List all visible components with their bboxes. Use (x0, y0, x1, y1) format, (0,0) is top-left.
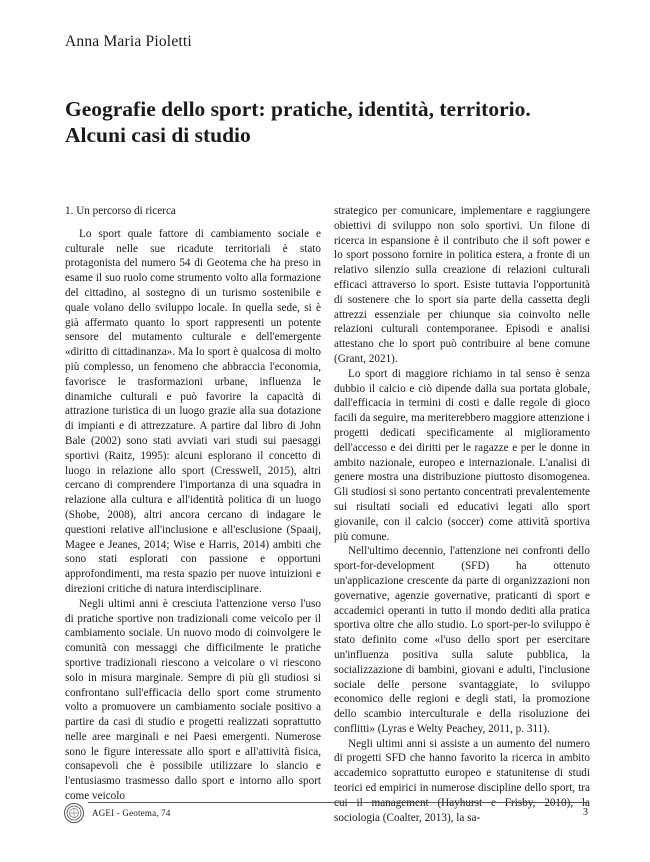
agei-seal-icon (64, 803, 84, 823)
footer-rule (88, 802, 588, 803)
paragraph: Negli ultimi anni si assiste a un aumento del numero di progetti SFD che hanno favorito la ricerca in ambito accademico soprattutto europeo e statunitense di studi teorici ed empirici in numerose discipline dello sport, tra cui il management (Hayhurst e Frisby, 2010), la sociologia (Coalter, 2013), la sa- (334, 737, 590, 824)
paragraph: Lo sport quale fattore di cambiamento sociale e culturale nelle sue ricadute territoriali è stato protagonista del numero 54 di Geotema che ha preso in esame il suo ruolo come strumento volto alla formazione del cittadino, al sostegno di un turismo sostenibile e quale volano dello sviluppo locale. In quella sede, si è già affermato quanto lo sport rappresenti un potente sensore del mutamento culturale e dell'emergente «diritto di cittadinanza». Ma lo sport è qualcosa di molto più complesso, un fenomeno che abbraccia l'economia, favorisce le trasformazioni urbane, influenza le dinamiche culturali e può favorire la capacità di attrazione turistica di un luogo grazie alla sua dotazione di impianti e di attrezzature. A partire dal libro di John Bale (2002) sono stati avviati vari studi sui paesaggi sportivi (Raitz, 1995): alcuni esplorano il concetto di luogo in relazione allo sport (Cresswell, 2015), altri cercano di comprendere l'importanza di una squadra in relazione alla cultura e all'identità politica di un luogo (Shobe, 2008), altri ancora cercano di indagare le questioni relative all'inclusione e all'esclusione (Spaaij, Magee e Jeanes, 2014; Wise e Harris, 2014) ambiti che sono stati esplorati con passione e opportuni approfondimenti, ma resta spazio per nuove intuizioni e direzioni critiche di natura interdisciplinare. (65, 227, 321, 595)
paragraph: Nell'ultimo decennio, l'attenzione nei confronti dello sport-for-development (SFD) ha ottenuto un'applicazione crescente da parte di organizzazioni non governative, agenzie governative, praticanti di sport e accademici operanti in tutto il mondo dediti alla pratica sportiva oltre che allo studio. Lo sport-per-lo sviluppo è stato definito come «l'uso dello sport per esercitare un'influenza positiva sulla salute pubblica, la socializzazione di bambini, giovani e adulti, l'inclusione sociale delle persone svantaggiate, lo sviluppo economico delle regioni e degli stati, la promozione dello scambio interculturale e della risoluzione dei conflitti» (Lyras e Welty Peachey, 2011, p. 311). (334, 545, 590, 735)
paragraph: Lo sport di maggiore richiamo in tal senso è senza dubbio il calcio e ciò dipende dalla sua portata globale, dall'efficacia in termini di costi e dalle regole di gioco facili da seguire, ma meriterebbero maggiore attenzione i progetti dedicati specificamente al miglioramento dell'accesso e dei diritti per le ragazze e per le donne in ambito nazionale, europeo e internazionale. L'analisi di genere mostra una distribuzione piuttosto disomogenea. Gli studiosi si sono pertanto concentrati prevalentemente sui risultati sociali ed educativi legati allo sport giovanile, con il calcio (soccer) come attività sportiva più comune. (334, 367, 590, 543)
article-title: Geografie dello sport: pratiche, identità, territorio. Alcuni casi di studio (65, 97, 531, 147)
right-column (334, 204, 590, 825)
paragraph: strategico per comunicare, implementare e raggiungere obiettivi di sviluppo non solo sportivi. Un filone di ricerca in espansione è il contributo che il soft power e lo sport possono fornire in politica estera, a fronte di un relativo silenzio sulla creazione di relazioni culturali efficaci attraverso lo sport. Esiste tuttavia l'opportunità di sostenere che lo sport sia parte della cassetta degli attrezzi essenziale per chiunque sia coinvolto nelle relazioni culturali contemporanee. Episodi e analisi attestano che lo sport può contribuire al bene comune (Grant, 2021). (334, 205, 590, 365)
left-column (65, 204, 321, 804)
footer-journal: AGEI - Geotema, 74 (92, 808, 171, 818)
section-heading: 1. Un percorso di ricerca (65, 205, 176, 217)
author-name: Anna Maria Pioletti (65, 33, 192, 50)
paragraph: Negli ultimi anni è cresciuta l'attenzione verso l'uso di pratiche sportive non tradizionali come veicolo per il cambiamento sociale. Un nuovo modo di coinvolgere le comunità con messaggi che difficilmente le pratiche sportive tradizionali riescono a veicolare o vi riescono solo in misura marginale. Sempre di più gli studiosi si confrontano sull'efficacia dello sport come strumento volto a promuovere un cambiamento sociale positivo a partire da casi di studio e progetti realizzati soprattutto nelle aree marginali e nei Paesi emergenti. Numerose sono le figure interessate allo sport e all'attività fisica, consapevoli che è possibile utilizzare lo slancio e l'entusiasmo trasmesso dallo sport e intorno allo sport come veicolo (65, 597, 321, 803)
page-number: 3 (583, 807, 588, 818)
